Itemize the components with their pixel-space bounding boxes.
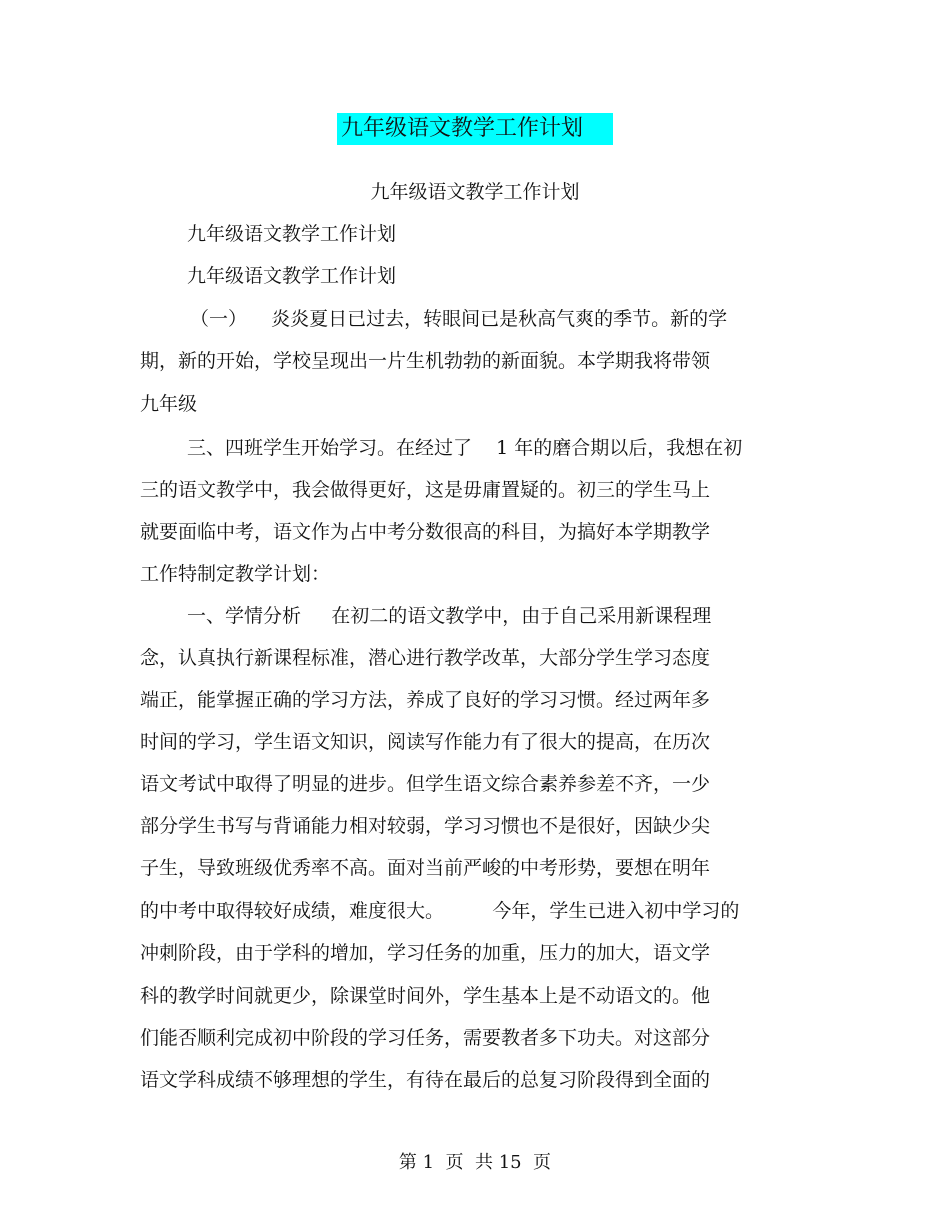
text-line: 工作特制定教学计划： — [140, 563, 331, 585]
document-title: 九年级语文教学工作计划 — [337, 113, 613, 145]
text-line: 三、四班学生开始学习。在经过了 1 年的磨合期以后，我想在初 — [187, 437, 743, 459]
text-line: 冲刺阶段，由于学科的增加，学习任务的加重，压力的加大，语文学 — [140, 942, 711, 964]
text-line: （一） 炎炎夏日已过去，转眼间已是秋高气爽的季节。新的学 — [190, 308, 728, 330]
text-line: 端正，能掌握正确的学习方法，养成了良好的学习习惯。经过两年多 — [140, 689, 711, 711]
title-wrap — [0, 113, 950, 145]
text-line: 的中考中取得较好成绩，难度很大。 今年，学生已进入初中学习的 — [140, 900, 740, 922]
text-line: 一、学情分析 在初二的语文教学中，由于自己采用新课程理 — [187, 605, 712, 627]
text-line: 子生，导致班级优秀率不高。面对当前严峻的中考形势，要想在明年 — [140, 857, 711, 879]
text-line: 期，新的开始，学校呈现出一片生机勃勃的新面貌。本学期我将带领 — [140, 350, 711, 372]
text-line: 三的语文教学中，我会做得更好，这是毋庸置疑的。初三的学生马上 — [140, 479, 711, 501]
text-line: 九年级语文教学工作计划 — [187, 265, 397, 287]
document-subtitle: 九年级语文教学工作计划 — [370, 181, 580, 203]
text-line: 部分学生书写与背诵能力相对较弱，学习习惯也不是很好，因缺少尖 — [140, 815, 711, 837]
text-line: 时间的学习，学生语文知识，阅读写作能力有了很大的提高，在历次 — [140, 731, 711, 753]
page-footer: 第 1 页 共 15 页 — [398, 1152, 552, 1173]
text-line: 念，认真执行新课程标准，潜心进行教学改革，大部分学生学习态度 — [140, 647, 711, 669]
text-line: 们能否顺利完成初中阶段的学习任务，需要教者多下功夫。对这部分 — [140, 1027, 711, 1049]
text-line: 语文学科成绩不够理想的学生，有待在最后的总复习阶段得到全面的 — [140, 1069, 711, 1091]
text-line: 九年级 — [140, 393, 198, 415]
text-line: 语文考试中取得了明显的进步。但学生语文综合素养参差不齐，一少 — [140, 773, 711, 795]
text-line: 就要面临中考，语文作为占中考分数很高的科目，为搞好本学期教学 — [140, 521, 711, 543]
text-line: 九年级语文教学工作计划 — [187, 223, 397, 245]
text-line: 科的教学时间就更少，除课堂时间外，学生基本上是不动语文的。他 — [140, 985, 711, 1007]
